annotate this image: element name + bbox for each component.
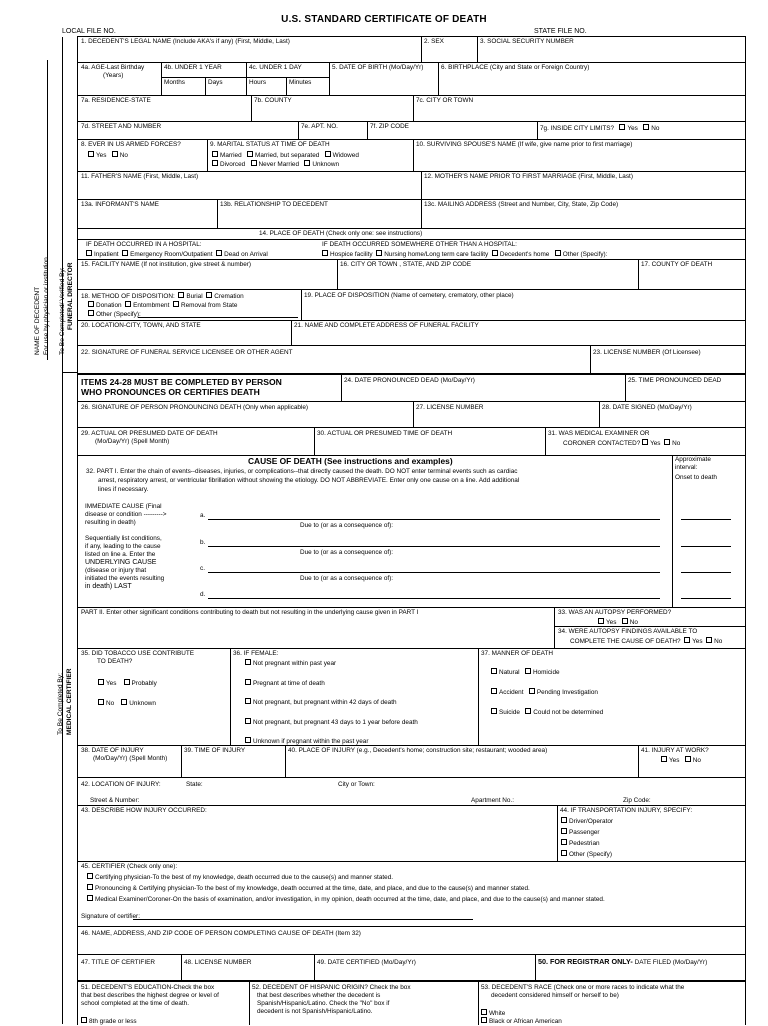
cause-line-a[interactable] xyxy=(208,519,660,520)
checkbox[interactable] xyxy=(173,301,179,307)
approx-interval-label-3: Onset to death xyxy=(675,474,717,481)
field-53-race: 53. DECEDENT'S RACE (Check one or more races to indicate what the xyxy=(481,984,685,991)
field-4c-under-1-day[interactable]: 4c. UNDER 1 DAY xyxy=(249,64,302,71)
underlying-label-4: in death) LAST xyxy=(85,583,132,590)
pregnancy-option-5[interactable]: Unknown if pregnant within the past year xyxy=(245,737,368,746)
certifier-option-physician[interactable]: Certifying physician-To the best of my knowledge, death occurred due to the cause(s) and manner stated. xyxy=(87,873,393,882)
field-31-options[interactable]: CORONER CONTACTED? Yes No xyxy=(563,440,681,447)
field-24-date-pronounced[interactable]: 24. DATE PRONOUNCED DEAD (Mo/Day/Yr) xyxy=(344,377,475,384)
cause-of-death-heading: CAUSE OF DEATH (See instructions and examples) xyxy=(248,456,453,466)
transport-option-passenger[interactable]: Passenger xyxy=(561,828,600,837)
field-16-city-state-zip[interactable]: 16. CITY OR TOWN , STATE, AND ZIP CODE xyxy=(340,261,472,268)
field-9-marital-status[interactable]: 9. MARITAL STATUS AT TIME OF DEATH xyxy=(210,141,330,148)
signature-of-certifier-label: Signature of certifier: xyxy=(81,913,140,920)
field-4a-age[interactable]: 4a. AGE-Last Birthday xyxy=(81,64,145,71)
field-7e-apt[interactable]: 7e. APT. NO. xyxy=(301,123,338,130)
checkbox[interactable] xyxy=(245,737,251,743)
part-1-instructions-1: 32. PART I. Enter the chain of events--diseases, injuries, or complications--that directly caused the death. DO NOT enter terminal events such as cardiac xyxy=(86,468,518,475)
checkbox[interactable] xyxy=(251,160,257,166)
checkbox[interactable] xyxy=(619,124,625,130)
local-file-label: LOCAL FILE NO. xyxy=(62,28,116,35)
checkbox[interactable] xyxy=(121,699,127,705)
checkbox[interactable] xyxy=(98,699,104,705)
checkbox[interactable] xyxy=(322,250,328,256)
transport-option-other[interactable]: Other (Specify) xyxy=(561,850,612,859)
field-7a-residence-state[interactable]: 7a. RESIDENCE-STATE xyxy=(81,97,151,104)
interval-line-c[interactable] xyxy=(681,572,731,573)
field-38-date-of-injury[interactable]: 38. DATE OF INJURY xyxy=(81,747,144,754)
field-52-hispanic-origin: 52. DECEDENT OF HISPANIC ORIGIN? Check the box xyxy=(252,984,411,991)
field-34-autopsy-findings[interactable]: 34. WERE AUTOPSY FINDINGS AVAILABLE TO xyxy=(558,628,698,635)
underlying-cause-label: UNDERLYING CAUSE xyxy=(85,559,157,566)
items-24-28-notice-2: WHO PRONOUNCES OR CERTIFIES DEATH xyxy=(81,387,260,397)
items-24-28-notice-1: ITEMS 24-28 MUST BE COMPLETED BY PERSON xyxy=(81,377,282,387)
checkbox[interactable] xyxy=(125,301,131,307)
field-6-birthplace[interactable]: 6. BIRTHPLACE (City and State or Foreign Country) xyxy=(441,64,590,71)
field-36-if-female: 36. IF FEMALE: xyxy=(233,650,279,657)
checkbox[interactable] xyxy=(245,718,251,724)
pregnancy-option-3[interactable]: Not pregnant, but pregnant within 42 days of death xyxy=(245,698,397,707)
checkbox[interactable] xyxy=(525,708,531,714)
part-1-instructions-2: arrest, respiratory arrest, or ventricular fibrillation without showing the etiology. DO NOT ABBREVIATE. Enter only one cause on a line. Add additional xyxy=(98,477,520,484)
line-a-letter: a. xyxy=(200,512,206,519)
sequential-label-1: Sequentially list conditions, xyxy=(85,535,162,542)
checkbox[interactable] xyxy=(481,1017,487,1023)
underlying-label-3: initiated the events resulting xyxy=(85,575,165,582)
field-7c-city[interactable]: 7c. CITY OR TOWN xyxy=(416,97,474,104)
checkbox[interactable] xyxy=(491,668,497,674)
marital-options-row1[interactable]: Married Married, but separated Widowed xyxy=(212,151,359,160)
education-option-8th-grade[interactable]: 8th grade or less xyxy=(81,1017,137,1026)
signature-of-certifier-line[interactable] xyxy=(133,919,473,920)
cause-line-c[interactable] xyxy=(208,572,660,573)
field-50-registrar-only[interactable]: 50. FOR REGISTRAR ONLY- DATE FILED (Mo/Day/Yr) xyxy=(538,957,708,966)
approx-interval-label-2: interval: xyxy=(675,464,698,471)
transport-option-driver[interactable]: Driver/Operator xyxy=(561,817,613,826)
field-31-medical-examiner[interactable]: 31. WAS MEDICAL EXAMINER OR xyxy=(548,430,650,437)
field-26-signature-pronouncing[interactable]: 26. SIGNATURE OF PERSON PRONOUNCING DEATH (Only when applicable) xyxy=(81,404,309,411)
checkbox[interactable] xyxy=(491,708,497,714)
checkbox[interactable] xyxy=(88,310,94,316)
line-d-letter: d. xyxy=(200,591,206,598)
tobacco-options-2[interactable]: No Unknown xyxy=(98,699,156,708)
field-51-education-2: that best describes the highest degree or level of xyxy=(81,992,219,999)
label-hours: Hours xyxy=(249,79,267,86)
checkbox[interactable] xyxy=(561,817,567,823)
checkbox[interactable] xyxy=(212,151,218,157)
checkbox[interactable] xyxy=(88,151,94,157)
checkbox[interactable] xyxy=(247,151,253,157)
field-27-license-number[interactable]: 27. LICENSE NUMBER xyxy=(416,404,484,411)
due-to-label-c: Due to (or as a consequence of): xyxy=(300,575,394,582)
field-35-tobacco-2: TO DEATH? xyxy=(97,658,133,665)
checkbox[interactable] xyxy=(86,250,92,256)
field-4a-years: (Years) xyxy=(103,72,124,79)
other-than-hospital-options[interactable]: Hospice facility Nursing home/Long term care facility Decedent's home Other (Specify): xyxy=(322,250,607,259)
side-column-divider xyxy=(62,37,63,1024)
injury-zip-label[interactable]: Zip Code: xyxy=(623,797,651,804)
checkbox[interactable] xyxy=(561,839,567,845)
field-23-license-number[interactable]: 23. LICENSE NUMBER (Of Licensee) xyxy=(593,349,701,356)
checkbox[interactable] xyxy=(245,679,251,685)
label-months: Months xyxy=(164,79,185,86)
field-43-describe-injury[interactable]: 43. DESCRIBE HOW INJURY OCCURRED: xyxy=(81,807,207,814)
checkbox[interactable] xyxy=(491,688,497,694)
underlying-label-2: (disease or injury that xyxy=(85,567,147,574)
field-52-hispanic-2: that best describes whether the decedent is xyxy=(257,992,381,999)
field-48-license-number[interactable]: 48. LICENSE NUMBER xyxy=(184,959,252,966)
checkbox[interactable] xyxy=(661,756,667,762)
autopsy-options[interactable]: Yes No xyxy=(598,618,638,627)
label-days: Days xyxy=(208,79,223,86)
interval-line-d[interactable] xyxy=(681,598,731,599)
part-1-instructions-3: lines if necessary. xyxy=(98,486,149,493)
cause-line-b[interactable] xyxy=(208,546,660,547)
field-49-date-certified[interactable]: 49. DATE CERTIFIED (Mo/Day/Yr) xyxy=(317,959,416,966)
hospital-heading: IF DEATH OCCURRED IN A HOSPITAL: xyxy=(86,241,202,248)
field-2-sex[interactable]: 2. SEX xyxy=(424,38,444,45)
field-3-ssn[interactable]: 3. SOCIAL SECURITY NUMBER xyxy=(480,38,574,45)
field-41-injury-at-work[interactable]: 41. INJURY AT WORK? xyxy=(641,747,709,754)
field-35-tobacco[interactable]: 35. DID TOBACCO USE CONTRIBUTE xyxy=(81,650,195,657)
field-22-funeral-signature[interactable]: 22. SIGNATURE OF FUNERAL SERVICE LICENSEE OR OTHER AGENT xyxy=(81,349,293,356)
manner-options-2[interactable]: Accident Pending Investigation xyxy=(491,688,598,697)
race-option-black[interactable]: Black or African American xyxy=(481,1017,562,1026)
field-38-format: (Mo/Day/Yr) (Spell Month) xyxy=(93,755,168,762)
field-53-race-2: decedent considered himself or herself to be) xyxy=(491,992,619,999)
checkbox[interactable] xyxy=(245,698,251,704)
field-39-time-of-injury[interactable]: 39. TIME OF INJURY xyxy=(184,747,246,754)
certificate-title: U.S. STANDARD CERTIFICATE OF DEATH xyxy=(281,14,487,25)
disposition-options[interactable]: Donation Entombment Removal from State xyxy=(88,301,237,310)
field-52-hispanic-3: Spanish/Hispanic/Latino. Check the "No" box if xyxy=(257,1000,390,1007)
checkbox[interactable] xyxy=(622,618,628,624)
checkbox[interactable] xyxy=(376,250,382,256)
checkbox[interactable] xyxy=(98,679,104,685)
side-label-fd-completed-by: To Be Completed/ Verified By: xyxy=(59,267,66,355)
field-4b-under-1-year[interactable]: 4b. UNDER 1 YEAR xyxy=(164,64,222,71)
side-label-mc-completed-by: To Be Completed By: xyxy=(57,673,64,735)
immediate-cause-label-3: resulting in death) xyxy=(85,519,136,526)
checkbox[interactable] xyxy=(216,250,222,256)
section-separator xyxy=(78,373,745,375)
checkbox[interactable] xyxy=(643,124,649,130)
field-29-date-of-death[interactable]: 29. ACTUAL OR PRESUMED DATE OF DEATH xyxy=(81,430,218,437)
transport-option-pedestrian[interactable]: Pedestrian xyxy=(561,839,600,848)
checkbox[interactable] xyxy=(304,160,310,166)
side-label-funeral-director: FUNERAL DIRECTOR xyxy=(67,262,74,330)
label-minutes: Minutes xyxy=(289,79,312,86)
pregnancy-option-2[interactable]: Pregnant at time of death xyxy=(245,679,325,688)
injury-city-label[interactable]: City or Town: xyxy=(338,781,375,788)
pregnancy-option-4[interactable]: Not pregnant, but pregnant 43 days to 1 year before death xyxy=(245,718,418,727)
line-b-letter: b. xyxy=(200,539,206,546)
line-c-letter: c. xyxy=(200,565,205,572)
checkbox[interactable] xyxy=(206,292,212,298)
checkbox[interactable] xyxy=(124,679,130,685)
field-28-date-signed[interactable]: 28. DATE SIGNED (Mo/Day/Yr) xyxy=(602,404,692,411)
checkbox[interactable] xyxy=(325,151,331,157)
field-29-format: (Mo/Day/Yr) (Spell Month) xyxy=(95,438,170,445)
sequential-label-3: listed on line a. Enter the xyxy=(85,551,156,558)
checkbox[interactable] xyxy=(685,756,691,762)
field-1-legal-name[interactable]: 1. DECEDENT'S LEGAL NAME (Include AKA's if any) (First, Middle, Last) xyxy=(81,38,290,45)
field-17-county-of-death[interactable]: 17. COUNTY OF DEATH xyxy=(641,261,713,268)
immediate-cause-label-2: disease or condition ---------> xyxy=(85,511,167,518)
checkbox[interactable] xyxy=(561,850,567,856)
checkbox[interactable] xyxy=(81,1017,87,1023)
immediate-cause-label-1: IMMEDIATE CAUSE (Final xyxy=(85,503,162,510)
hospital-options[interactable]: Inpatient Emergency Room/Outpatient Dead on Arrival xyxy=(86,250,268,259)
field-51-education: 51. DECEDENT'S EDUCATION-Check the box xyxy=(81,984,215,991)
checkbox[interactable] xyxy=(87,873,93,879)
manner-options-3[interactable]: Suicide Could not be determined xyxy=(491,708,603,717)
side-section-divider xyxy=(62,372,78,373)
field-45-certifier: 45. CERTIFIER (Check only one): xyxy=(81,863,178,870)
checkbox[interactable] xyxy=(642,439,648,445)
section-separator-bottom xyxy=(78,980,745,982)
checkbox[interactable] xyxy=(664,439,670,445)
checkbox[interactable] xyxy=(598,618,604,624)
field-15-facility-name[interactable]: 15. FACILITY NAME (If not institution, give street & number) xyxy=(81,261,252,268)
interval-line-b[interactable] xyxy=(681,546,731,547)
field-5-date-of-birth[interactable]: 5. DATE OF BIRTH (Mo/Day/Yr) xyxy=(332,64,424,71)
field-14-place-of-death: 14. PLACE OF DEATH (Check only one: see instructions) xyxy=(259,230,423,237)
checkbox[interactable] xyxy=(87,884,93,890)
checkbox[interactable] xyxy=(684,637,690,643)
field-25-time-pronounced[interactable]: 25. TIME PRONOUNCED DEAD xyxy=(628,377,722,384)
field-52-hispanic-4: decedent is not Spanish/Hispanic/Latino. xyxy=(257,1008,373,1015)
field-19-place-of-disposition[interactable]: 19. PLACE OF DISPOSITION (Name of cemetery, crematory, other place) xyxy=(304,292,514,299)
approx-interval-label-1: Approximate xyxy=(675,456,711,463)
due-to-label-a: Due to (or as a consequence of): xyxy=(300,522,394,529)
death-certificate-form xyxy=(77,36,746,1025)
field-8-armed-forces[interactable]: 8. EVER IN US ARMED FORCES? xyxy=(81,141,181,148)
autopsy-findings-options[interactable]: COMPLETE THE CAUSE OF DEATH? Yes No xyxy=(570,638,723,645)
field-40-place-of-injury[interactable]: 40. PLACE OF INJURY (e.g., Decedent's home; construction site; restaurant; wooded area) xyxy=(288,747,548,754)
tobacco-options-1[interactable]: Yes Probably xyxy=(98,679,157,688)
injury-apt-label[interactable]: Apartment No.: xyxy=(471,797,514,804)
field-46-person-completing[interactable]: 46. NAME, ADDRESS, AND ZIP CODE OF PERSON COMPLETING CAUSE OF DEATH (Item 32) xyxy=(81,930,361,937)
disposition-other-line xyxy=(138,317,298,318)
field-42-location-of-injury: 42. LOCATION OF INJURY: xyxy=(81,781,161,788)
marital-options-row2[interactable]: Divorced Never Married Unknown xyxy=(212,160,339,169)
state-file-label: STATE FILE NO. xyxy=(534,28,587,35)
field-21-funeral-facility[interactable]: 21. NAME AND COMPLETE ADDRESS OF FUNERAL FACILITY xyxy=(294,322,479,329)
checkbox[interactable] xyxy=(88,301,94,307)
cause-line-d[interactable] xyxy=(208,598,660,599)
checkbox[interactable] xyxy=(122,250,128,256)
certifier-option-medical-examiner[interactable]: Medical Examiner/Coroner-On the basis of examination, and/or investigation, in my opinion, death occurred at the time, date, and place, and due to the cause(s) and manner stated. xyxy=(87,895,605,904)
field-30-time-of-death[interactable]: 30. ACTUAL OR PRESUMED TIME OF DEATH xyxy=(317,430,453,437)
interval-line-a[interactable] xyxy=(681,519,731,520)
certifier-option-pronouncing[interactable]: Pronouncing & Certifying physician-To the best of my knowledge, death occurred at the time, date, and place, and due to the cause(s) and manner stated. xyxy=(87,884,530,893)
field-7d-street[interactable]: 7d. STREET AND NUMBER xyxy=(81,123,162,130)
side-label-for-use-by: For use by physician or institution xyxy=(43,257,50,355)
manner-options-1[interactable]: Natural Homicide xyxy=(491,668,560,677)
due-to-label-b: Due to (or as a consequence of): xyxy=(300,549,394,556)
checkbox[interactable] xyxy=(178,292,184,298)
field-44-transportation: 44. IF TRANSPORTATION INJURY, SPECIFY: xyxy=(560,807,693,814)
checkbox[interactable] xyxy=(87,895,93,901)
checkbox[interactable] xyxy=(112,151,118,157)
field-13b-relationship[interactable]: 13b. RELATIONSHIP TO DECEDENT xyxy=(220,201,328,208)
checkbox[interactable] xyxy=(555,250,561,256)
field-7f-zip[interactable]: 7f. ZIP CODE xyxy=(370,123,409,130)
field-10-spouse-name[interactable]: 10. SURVIVING SPOUSE'S NAME (If wife, give name prior to first marriage) xyxy=(416,141,633,148)
checkbox[interactable] xyxy=(525,668,531,674)
field-13a-informant[interactable]: 13a. INFORMANT'S NAME xyxy=(81,201,159,208)
field-7b-county[interactable]: 7b. COUNTY xyxy=(254,97,292,104)
checkbox[interactable] xyxy=(481,1009,487,1015)
checkbox[interactable] xyxy=(212,160,218,166)
pregnancy-option-1[interactable]: Not pregnant within past year xyxy=(245,659,336,668)
field-51-education-3: school completed at the time of death. xyxy=(81,1000,189,1007)
injury-state-label[interactable]: State: xyxy=(186,781,203,788)
side-label-medical-certifier: MEDICAL CERTIFIER xyxy=(66,668,73,735)
field-47-title-of-certifier[interactable]: 47. TITLE OF CERTIFIER xyxy=(81,959,155,966)
checkbox[interactable] xyxy=(561,828,567,834)
race-option-white[interactable]: White xyxy=(481,1009,505,1018)
injury-street-label[interactable]: Street & Number: xyxy=(90,797,140,804)
sequential-label-2: if any, leading to the cause xyxy=(85,543,161,550)
checkbox[interactable] xyxy=(492,250,498,256)
part-2-conditions[interactable]: PART II. Enter other significant conditions contributing to death but not resulting in the underlying cause given in PART I xyxy=(81,609,419,616)
field-18-disposition[interactable]: 18. METHOD OF DISPOSITION: Burial Cremation xyxy=(81,293,244,300)
field-12-mother-name[interactable]: 12. MOTHER'S NAME PRIOR TO FIRST MARRIAGE (First, Middle, Last) xyxy=(424,173,633,180)
armed-forces-options[interactable]: Yes No xyxy=(88,151,128,160)
injury-at-work-options[interactable]: Yes No xyxy=(661,756,701,765)
field-13c-mailing-address[interactable]: 13c. MAILING ADDRESS (Street and Number, City, State, Zip Code) xyxy=(424,201,619,208)
field-7g-inside-city[interactable]: 7g. INSIDE CITY LIMITS? Yes No xyxy=(540,125,660,132)
field-33-autopsy[interactable]: 33. WAS AN AUTOPSY PERFORMED? xyxy=(558,609,672,616)
other-than-hospital-heading: IF DEATH OCCURRED SOMEWHERE OTHER THAN A HOSPITAL: xyxy=(322,241,517,248)
checkbox[interactable] xyxy=(529,688,535,694)
field-11-father-name[interactable]: 11. FATHER'S NAME (First, Middle, Last) xyxy=(81,173,199,180)
checkbox[interactable] xyxy=(245,659,251,665)
field-37-manner-of-death: 37. MANNER OF DEATH xyxy=(481,650,553,657)
side-label-name-of-decedent: NAME OF DECEDENT xyxy=(34,286,41,355)
field-20-location[interactable]: 20. LOCATION-CITY, TOWN, AND STATE xyxy=(81,322,201,329)
disposition-other[interactable]: Other (Specify): xyxy=(88,310,141,319)
checkbox[interactable] xyxy=(706,637,712,643)
